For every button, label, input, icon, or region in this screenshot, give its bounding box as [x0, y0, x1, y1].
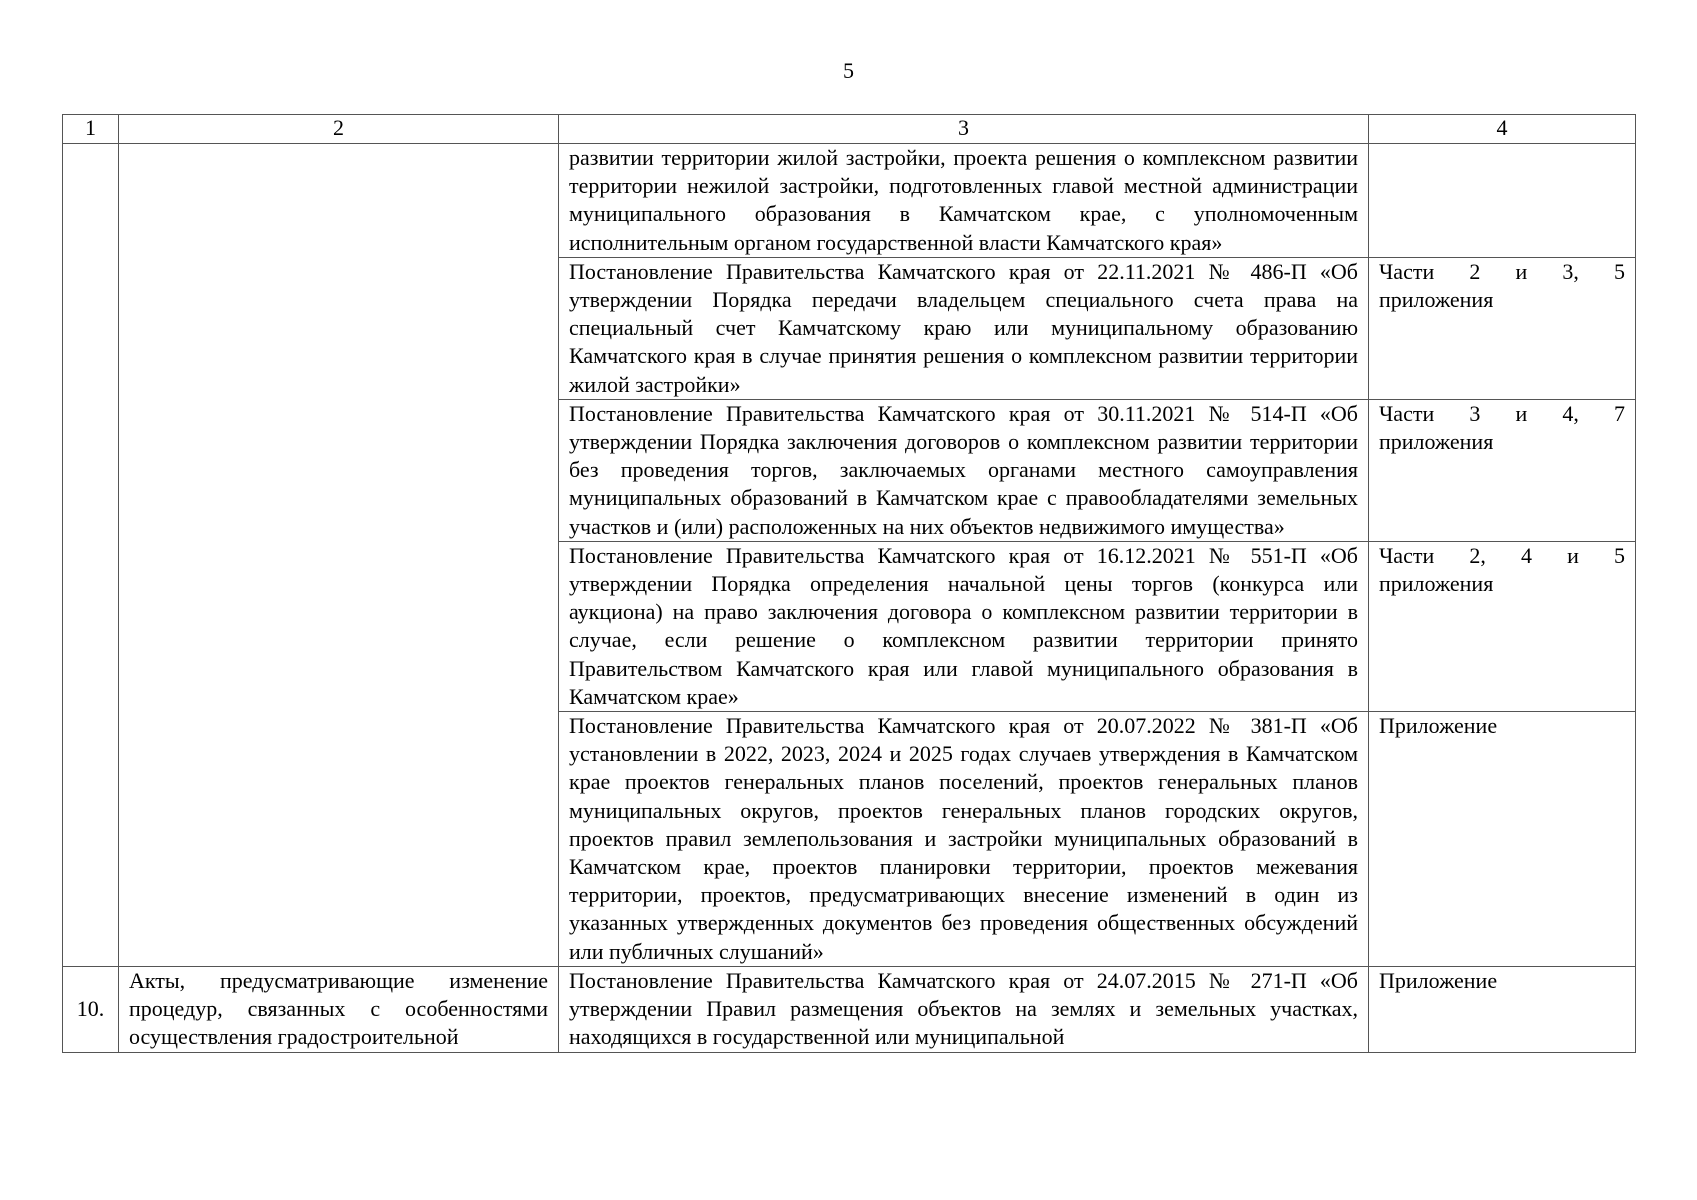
row-number-cell: [63, 144, 119, 967]
header-col-2: 2: [119, 115, 559, 144]
act-description-cell: Постановление Правительства Камчатского края от 24.07.2015 № 271-П «Об утверждении Правил размещения объектов на землях и земельных участках, находящихся в государственной или муниципальной: [559, 966, 1369, 1052]
act-description-cell: Постановление Правительства Камчатского края от 30.11.2021 № 514-П «Об утверждении Порядка заключения договоров о комплексном развитии территории без проведения торгов, заключаемых органами местного самоуправления муниципальных образований в Камчатском крае с правообладателями земельных участков и (или) расположенных на них объектов недвижимого имущества»: [559, 399, 1369, 541]
row-number-cell: 10.: [63, 966, 119, 1052]
header-col-3: 3: [559, 115, 1369, 144]
act-parts-cell: Части 2 и 3, 5 приложения: [1369, 257, 1636, 399]
header-col-1: 1: [63, 115, 119, 144]
header-col-4: 4: [1369, 115, 1636, 144]
act-description-cell: развитии территории жилой застройки, проекта решения о комплексном развитии территории нежилой застройки, подготовленных главой местной администрации муниципального образования в Камчатском крае, с уполномоченным исполнительным органом государственной власти Камчатского края»: [559, 144, 1369, 258]
act-parts-cell: Приложение: [1369, 966, 1636, 1052]
act-group-cell: [119, 144, 559, 967]
act-description-cell: Постановление Правительства Камчатского края от 22.11.2021 № 486-П «Об утверждении Порядка передачи владельцем специального счета права на специальный счет Камчатскому краю или муниципальному образованию Камчатского края в случае принятия решения о комплексном развитии территории жилой застройки»: [559, 257, 1369, 399]
act-parts-cell: [1369, 144, 1636, 258]
act-parts-cell: Части 3 и 4, 7 приложения: [1369, 399, 1636, 541]
act-parts-cell: Приложение: [1369, 712, 1636, 967]
act-group-cell: Акты, предусматривающие изменение процедур, связанных с особенностями осуществления градостроительной: [119, 966, 559, 1052]
act-description-cell: Постановление Правительства Камчатского края от 20.07.2022 № 381-П «Об установлении в 2022, 2023, 2024 и 2025 годах случаев утверждения в Камчатском крае проектов генеральных планов поселений, проектов генеральных планов муниципальных округов, проектов генеральных планов городских округов, проектов правил землепользования и застройки муниципальных образований в Камчатском крае, проектов планировки территории, проектов межевания территории, проектов, предусматривающих внесение изменений в один из указанных утвержденных документов без проведения общественных обсуждений или публичных слушаний»: [559, 712, 1369, 967]
act-description-cell: Постановление Правительства Камчатского края от 16.12.2021 № 551-П «Об утверждении Порядка определения начальной цены торгов (конкурса или аукциона) на право заключения договора о комплексном развитии территории в случае, если решение о комплексном развитии территории принято Правительством Камчатского края или главой муниципального образования в Камчатском крае»: [559, 541, 1369, 711]
page-number: 5: [843, 58, 854, 83]
table-row: [63, 966, 1636, 1052]
acts-table: [62, 114, 1636, 1053]
table-header-row: [63, 115, 1636, 144]
table-row: [63, 144, 1636, 258]
act-parts-cell: Части 2, 4 и 5 приложения: [1369, 541, 1636, 711]
